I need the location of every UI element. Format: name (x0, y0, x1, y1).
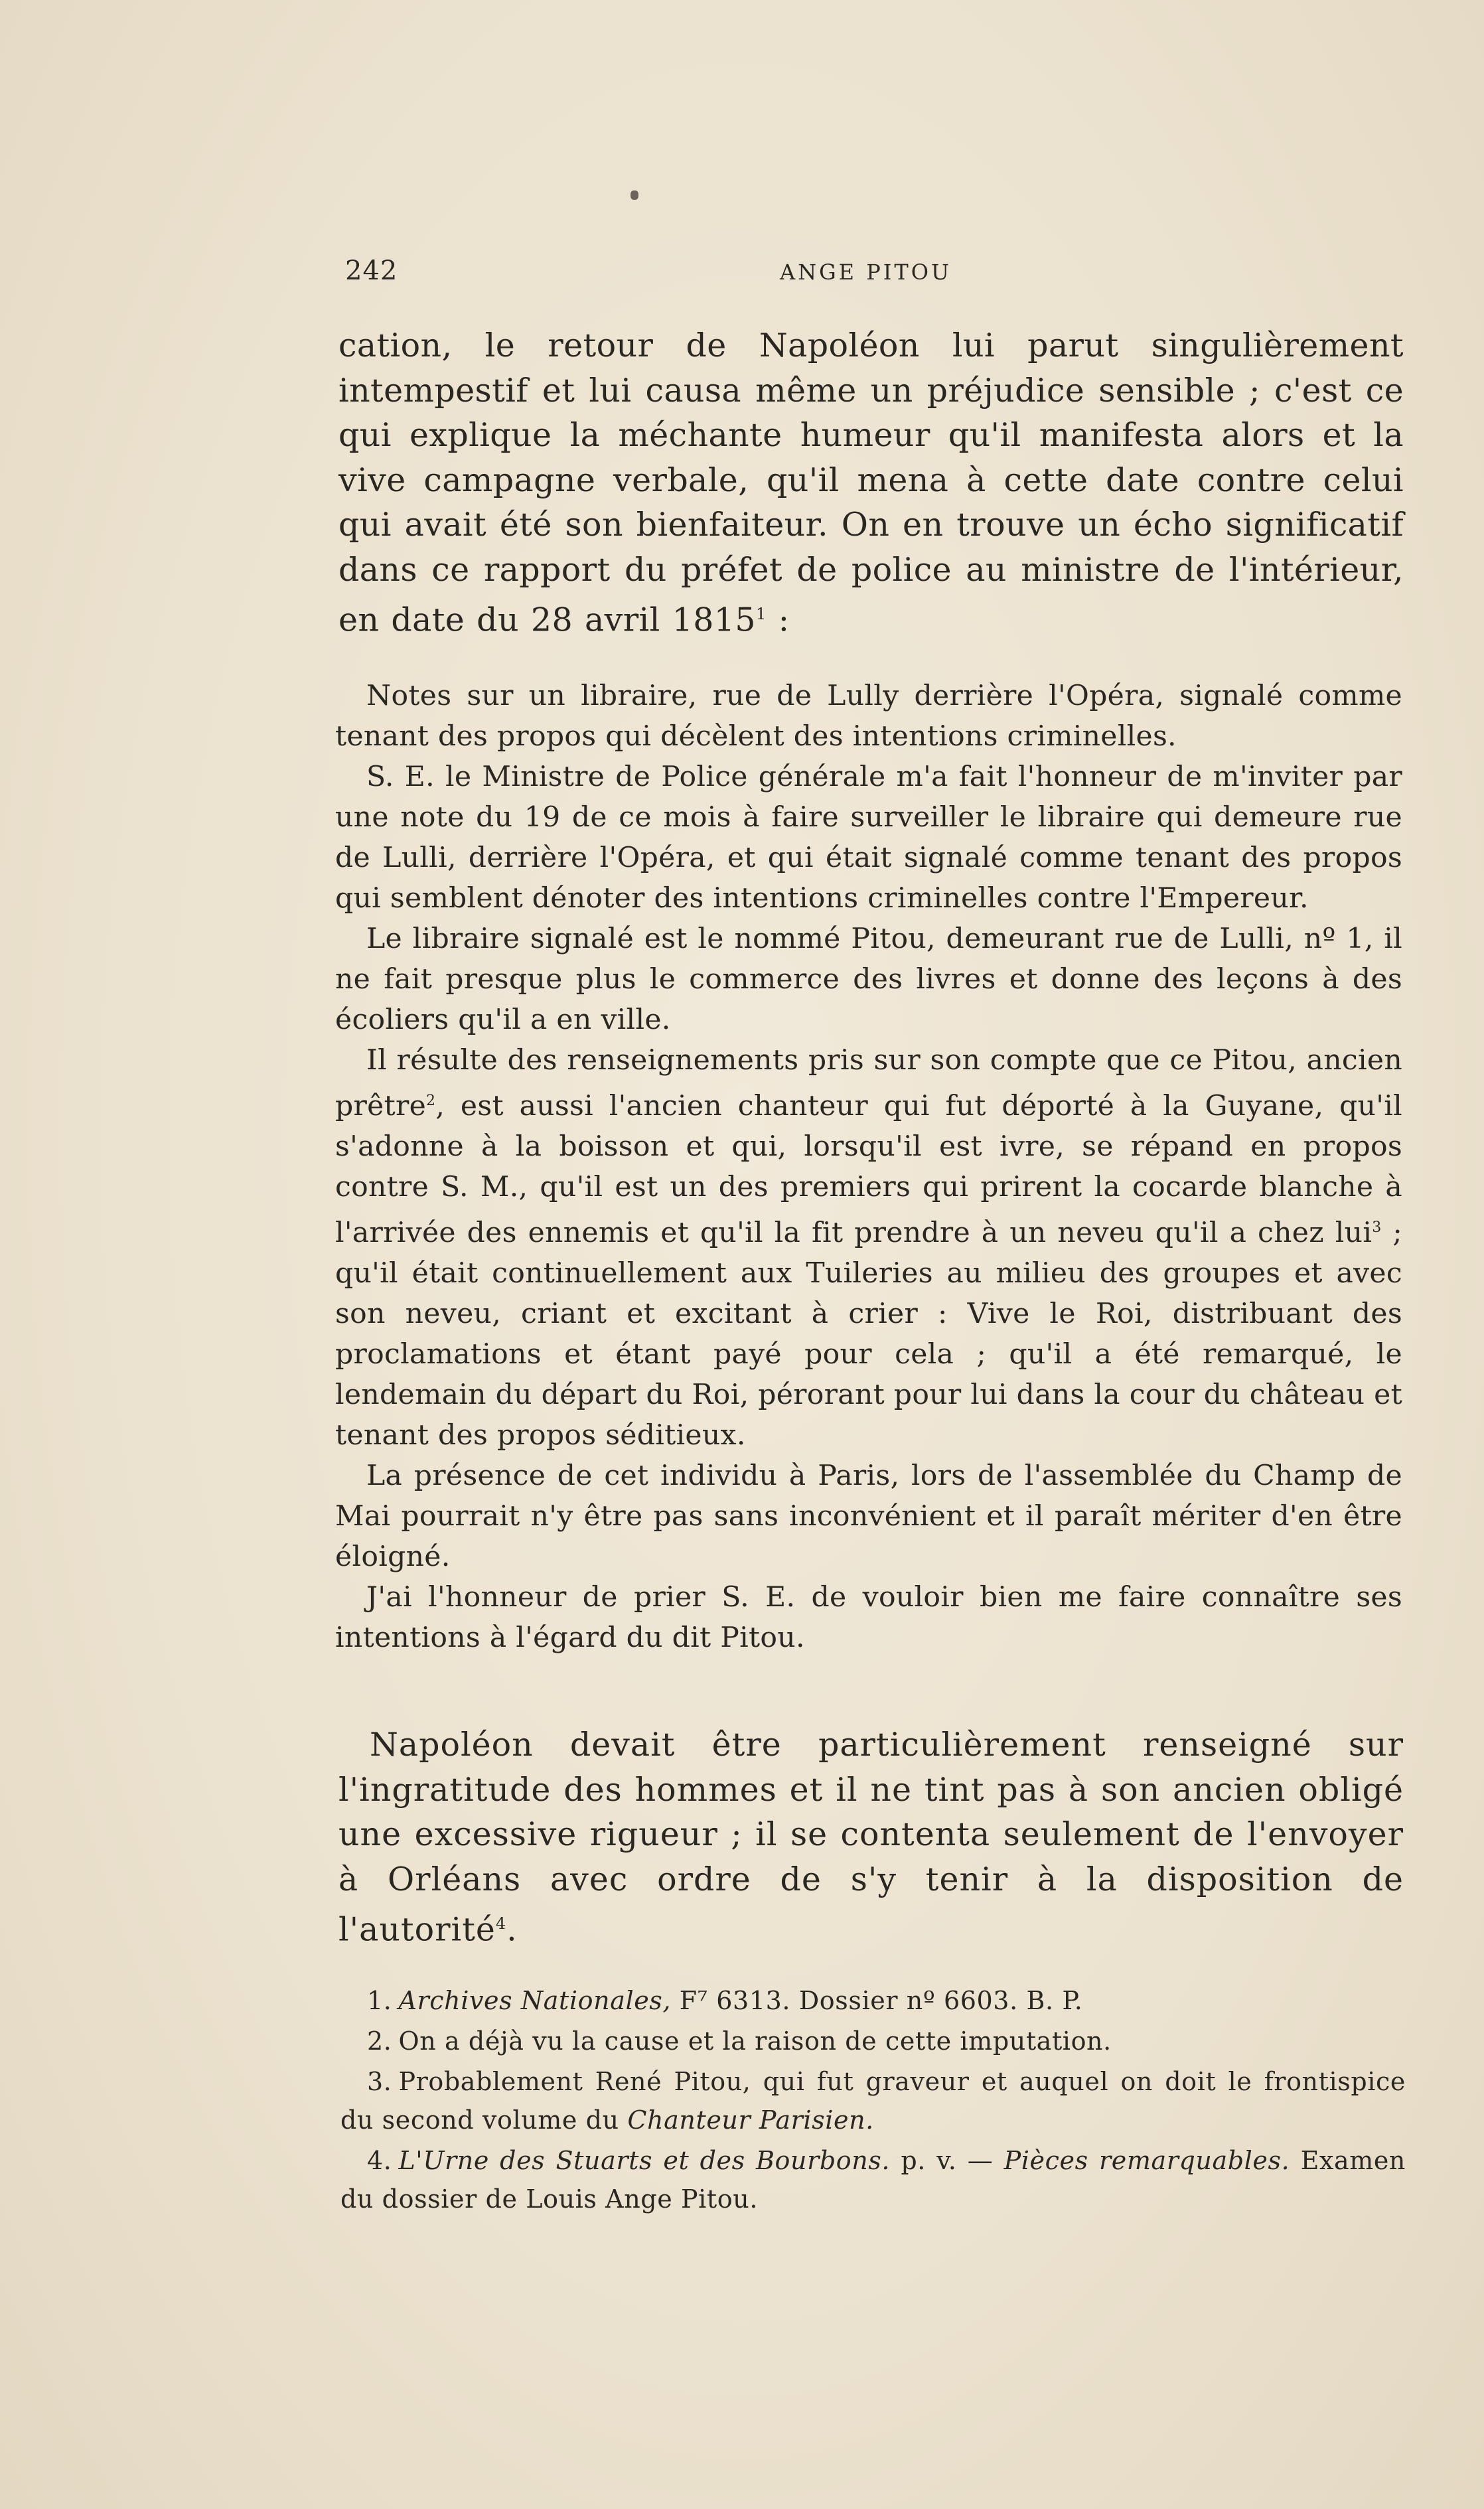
footnote-2-number: 2. (367, 2026, 392, 2056)
footnote-4-number: 4. (367, 2146, 392, 2175)
footnote-4-title-2: Pièces remarquables. (1003, 2146, 1290, 2175)
quote-paragraph-3: Le libraire signalé est le nommé Pitou, demeurant rue de Lulli, nº 1, il ne fait presque plus le commerce des livres et donne des leçons à des écoliers qu'il a en ville. (335, 923, 1402, 1036)
quote-paragraph-5: La présence de cet individu à Paris, lors de l'assemblée du Champ de Mai pourrait n'y être pas sans inconvénient et il paraît mériter d'en être éloigné. (335, 1460, 1402, 1574)
footnote-1-number: 1. (367, 1986, 392, 2015)
footnote-2 (340, 2022, 1406, 2060)
page-header (345, 256, 1407, 289)
quote-paragraph-1: Notes sur un libraire, rue de Lully derrière l'Opéra, signalé comme tenant des propos qui décèlent des intentions criminelles. (335, 680, 1402, 753)
footnote-ref-1: 1 (755, 605, 767, 623)
intro-paragraph (338, 323, 1404, 643)
footnote-3-number: 3. (367, 2067, 392, 2096)
footnote-1-text: F⁷ 6313. Dossier nº 6603. B. P. (679, 1986, 1083, 2015)
footnote-4-text: Examen du dossier de Louis Ange Pitou. (340, 2146, 1406, 2214)
footnote-ref-4: 4 (495, 1914, 507, 1933)
footnote-1 (340, 1981, 1406, 2020)
footnote-3-text: Probablement René Pitou, qui fut graveur et auquel on doit le frontispice du second volume du (340, 2067, 1406, 2135)
quote-paragraph-4 (335, 1040, 1402, 1456)
closing-text: Napoléon devait être particulièrement renseigné sur l'ingratitude des hommes et il ne tint pas à son ancien obligé une excessive rigueur ; il se contenta seulement de l'envoyer à Orléans avec ordre de s'y tenir à la disposition de l'autorité (338, 1726, 1404, 1949)
footnote-ref-3: 3 (1372, 1219, 1382, 1237)
quote-p4-part-a: Il résulte des renseignements pris sur son compte que ce Pitou, ancien prêtre (335, 1044, 1402, 1123)
footnote-1-title: Archives Nationales, (398, 1986, 672, 2015)
closing-end: . (506, 1910, 518, 1949)
footnote-2-text: On a déjà vu la cause et la raison de cette imputation. (398, 2026, 1112, 2056)
quote-p4-part-b: , est aussi l'ancien chanteur qui fut déporté à la Guyane, qu'il s'adonne à la boisson et qui, lorsqu'il est ivre, se répand en propos contre S. M., qu'il est un des premiers qui prirent la cocarde blanche à l'arrivée des ennemis et qu'il la fit prendre à un neveu qu'il a chez lui (335, 1090, 1402, 1250)
footnote-ref-2: 2 (426, 1093, 436, 1109)
footnote-4 (340, 2141, 1406, 2218)
running-title: ANGE PITOU (780, 260, 952, 285)
footnote-4-title: L'Urne des Stuarts et des Bourbons. (398, 2146, 891, 2175)
footnote-3 (340, 2062, 1406, 2139)
quote-p4-part-c: ; qu'il était continuellement aux Tuileries au milieu des groupes et avec son neveu, criant et excitant à crier : Vive le Roi, distribuant des proclamations et étant payé pour cela ; qu'il a été remarqué, le lendemain du départ du Roi, pérorant pour lui dans la cour du château et tenant des propos séditieux. (335, 1217, 1402, 1452)
quote-paragraph-6: J'ai l'honneur de prier S. E. de vouloir bien me faire connaître ses intentions à l'égard du dit Pitou. (335, 1581, 1402, 1655)
police-report-quote (335, 676, 1402, 1658)
footnote-3-title: Chanteur Parisien. (627, 2105, 874, 2135)
intro-text: cation, le retour de Napoléon lui parut singulièrement intempestif et lui causa même un préjudice sensible ; c'est ce qui explique la méchante humeur qu'il manifesta alors et la vive campagne verbale, qu'il mena à cette date contre celui qui avait été son bienfaiteur. On en trouve un écho significatif dans ce rapport du préfet de police au ministre de l'intérieur, en date du 28 avril 1815 (338, 327, 1404, 639)
ink-speck (631, 190, 638, 200)
intro-end: : (766, 601, 790, 639)
quote-paragraph-2: S. E. le Ministre de Police générale m'a fait l'honneur de m'inviter par une note du 19 de ce mois à faire surveiller le libraire qui demeure rue de Lulli, derrière l'Opéra, et qui était signalé comme tenant des propos qui semblent dénoter des intentions criminelles contre l'Empereur. (335, 761, 1402, 915)
footnote-4-mid: p. v. — (901, 2146, 994, 2175)
footnotes (340, 1981, 1406, 2218)
page-number: 242 (345, 256, 398, 286)
closing-paragraph (338, 1722, 1404, 1952)
